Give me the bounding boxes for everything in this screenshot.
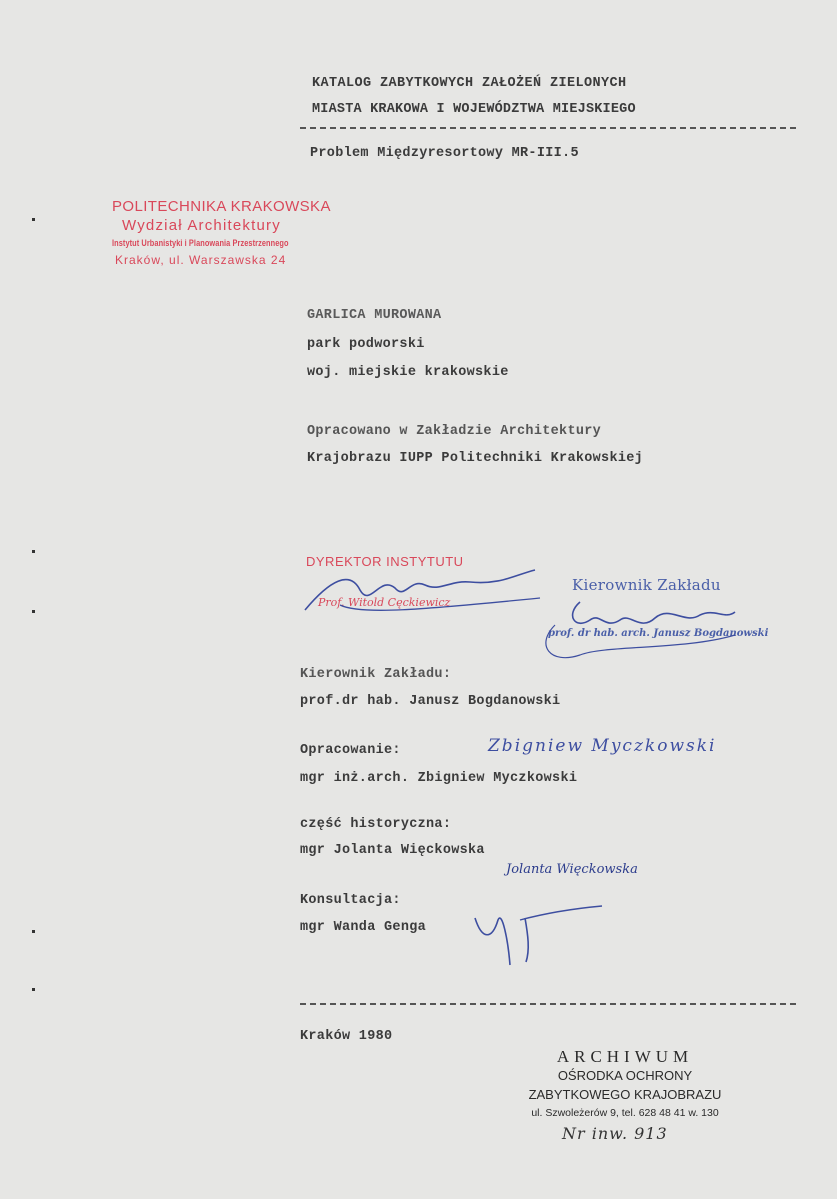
- university-stamp-line1: POLITECHNIKA KRAKOWSKA: [112, 198, 331, 215]
- archive-stamp-line2: OŚRODKA OCHRONY: [557, 1068, 693, 1083]
- credit-role-head: Kierownik Zakładu:: [300, 667, 452, 682]
- catalog-title-line2: MIASTA KRAKOWA I WOJEWÓDZTWA MIEJSKIEGO: [312, 102, 636, 117]
- credit-role-prepared: Opracowanie:: [300, 743, 401, 758]
- university-stamp-line4: Kraków, ul. Warszawska 24: [115, 253, 287, 267]
- signature-wieckowska: Jolanta Więckowska: [506, 862, 638, 877]
- subject-name: GARLICA MUROWANA: [307, 308, 442, 323]
- prepared-line2: Krajobrazu IUPP Politechniki Krakowskiej: [307, 451, 644, 466]
- credit-role-consultation: Konsultacja:: [300, 893, 401, 908]
- archive-stamp-title: ARCHIWUM: [556, 1047, 694, 1066]
- catalog-title-line1: KATALOG ZABYTKOWYCH ZAŁOŻEŃ ZIELONYCH: [312, 76, 627, 91]
- subject-region: woj. miejskie krakowskie: [307, 365, 509, 380]
- subject-type: park podworski: [307, 337, 425, 352]
- archive-stamp-line3: ZABYTKOWEGO KRAJOBRAZU: [528, 1087, 722, 1102]
- credit-person-head: prof.dr hab. Janusz Bogdanowski: [300, 694, 561, 709]
- head-stamp-title: Kierownik Zakładu: [572, 576, 721, 594]
- credit-role-history: część historyczna:: [300, 817, 452, 832]
- margin-mark: [32, 610, 35, 613]
- credit-person-consultation: mgr Wanda Genga: [300, 920, 427, 935]
- director-stamp-name: Prof. Witold Cęckiewicz: [318, 596, 451, 609]
- margin-mark: [32, 930, 35, 933]
- problem-code: Problem Międzyresortowy MR-III.5: [310, 146, 579, 161]
- margin-mark: [32, 218, 35, 221]
- director-stamp-title: DYREKTOR INSTYTUTU: [306, 554, 464, 569]
- head-stamp-name: prof. dr hab. arch. Janusz Bogdanowski: [548, 628, 769, 639]
- inventory-note: Nr inw. 913: [562, 1124, 668, 1143]
- footer-divider: [300, 1003, 796, 1005]
- margin-mark: [32, 988, 35, 991]
- director-signature: [300, 560, 550, 620]
- place-date: Kraków 1980: [300, 1029, 393, 1044]
- signature-genga: [470, 900, 610, 970]
- university-stamp-line3: Instytut Urbanistyki i Planowania Przestrzennego: [112, 238, 289, 248]
- credit-person-history: mgr Jolanta Więckowska: [300, 843, 485, 858]
- margin-mark: [32, 550, 35, 553]
- head-signature: [535, 590, 755, 665]
- archive-stamp-line4: ul. Szwoleżerów 9, tel. 628 48 41 w. 130: [531, 1107, 719, 1119]
- header-divider: [300, 127, 796, 129]
- signature-myczkowski: Zbigniew Myczkowski: [488, 736, 717, 756]
- prepared-line1: Opracowano w Zakładzie Architektury: [307, 424, 602, 439]
- university-stamp-line2: Wydział Architektury: [122, 217, 281, 234]
- credit-person-prepared: mgr inż.arch. Zbigniew Myczkowski: [300, 771, 578, 786]
